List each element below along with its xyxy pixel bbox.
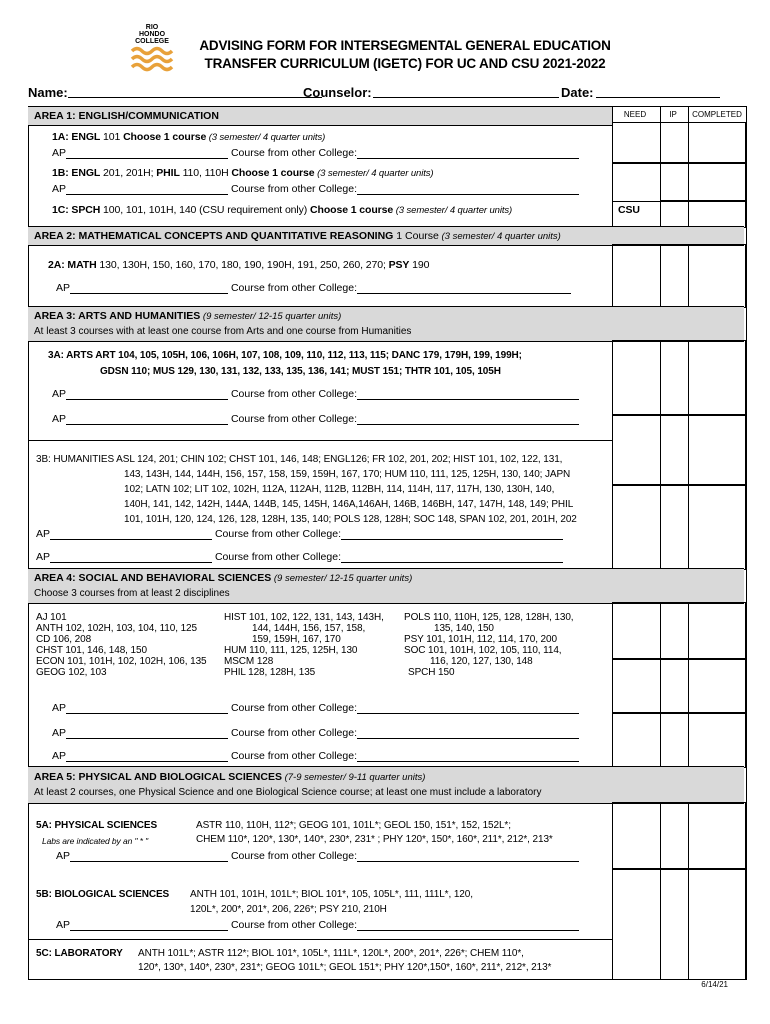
area4-course: SOC 101, 101H, 102, 105, 110, 114, xyxy=(404,645,562,656)
area4-course: 116, 120, 127, 130, 148 xyxy=(430,656,533,667)
completed-checkbox[interactable] xyxy=(688,802,746,870)
completed-checkbox[interactable] xyxy=(688,122,746,164)
area2a-line: 2A: MATH 130, 130H, 150, 160, 170, 180, 190, 190H, 191, 250, 260, 270; PSY 190 xyxy=(48,259,430,271)
area4-course: AJ 101 xyxy=(36,612,67,623)
ip-checkbox[interactable] xyxy=(660,244,689,308)
ap-field[interactable] xyxy=(66,703,228,714)
area5b-line: ANTH 101, 101H, 101L*; BIOL 101*, 105, 105L*, 111, 111L*, 120, xyxy=(190,889,473,900)
logo-text: HONDO xyxy=(138,31,166,38)
area1a-line: 1A: ENGL 101 Choose 1 course (3 semester/ 4 quarter units) xyxy=(52,131,326,143)
other-college-field[interactable] xyxy=(357,728,579,739)
area5a-label: 5A: PHYSICAL SCIENCES xyxy=(36,820,158,831)
area3b-line: 101, 101H, 120, 124, 126, 128, 128H, 135, 140; POLS 128, 128H; SOC 148, SPAN 102, 201, 201H, 202 xyxy=(124,514,577,525)
area2-title: AREA 2: MATHEMATICAL CONCEPTS AND QUANTITATIVE REASONING 1 Course (3 semester/ 4 quarter units) xyxy=(34,230,561,242)
area4-title: AREA 4: SOCIAL AND BEHAVIORAL SCIENCES (9 semester/ 12-15 quarter units) xyxy=(34,572,413,584)
form-subtitle: TRANSFER CURRICULUM (IGETC) FOR UC AND CSU 2021-2022 xyxy=(204,56,606,71)
csu-badge: CSU xyxy=(618,204,640,216)
area1b-line: 1B: ENGL 201, 201H; PHIL 110, 110H Choose 1 course (3 semester/ 4 quarter units) xyxy=(52,167,434,179)
area4-course: MSCM 128 xyxy=(224,656,274,667)
ap-field[interactable] xyxy=(50,552,212,563)
completed-checkbox[interactable] xyxy=(688,658,746,714)
area4-col3 xyxy=(404,612,574,678)
ap-row: AP Course from other College: xyxy=(36,528,563,540)
ip-checkbox[interactable] xyxy=(660,340,689,416)
area4-course: HIST 101, 102, 122, 131, 143, 143H, xyxy=(224,612,384,623)
area4-col2 xyxy=(224,612,384,678)
divider xyxy=(28,939,612,940)
need-checkbox[interactable] xyxy=(612,658,661,714)
counselor-label: Counselor: xyxy=(303,85,372,100)
ap-field[interactable] xyxy=(66,751,228,762)
need-header: NEED xyxy=(623,110,647,119)
area5b-line: 120L*, 200*, 201*, 206, 226*; PSY 210, 210H xyxy=(190,904,387,915)
area4-course: GEOG 102, 103 xyxy=(36,667,107,678)
need-checkbox[interactable] xyxy=(612,122,661,164)
need-checkbox[interactable] xyxy=(612,712,661,768)
area3a-line: GDSN 110; MUS 129, 130, 131, 132, 133, 135, 136, 141; MUST 151; THTR 101, 105, 105H xyxy=(100,366,501,377)
area4-header xyxy=(28,568,744,604)
ap-field[interactable] xyxy=(50,529,212,540)
ap-row: AP Course from other College: xyxy=(52,147,579,159)
ap-row: AP Course from other College: xyxy=(56,919,579,931)
ap-row: AP Course from other College: xyxy=(52,702,579,714)
need-checkbox[interactable] xyxy=(612,868,661,980)
area5-header xyxy=(28,766,744,804)
ap-field[interactable] xyxy=(66,148,228,159)
area4-course: 135, 140, 150 xyxy=(434,623,494,634)
ap-field[interactable] xyxy=(66,184,228,195)
area3b-line: 140H, 141, 142, 142H, 144A, 144B, 145, 145H, 146A,146AH, 146B, 146BH, 147, 147H, 148, 149; PHIL xyxy=(124,499,574,510)
ap-field[interactable] xyxy=(70,283,228,294)
logo-text: COLLEGE xyxy=(135,38,169,45)
ip-checkbox[interactable] xyxy=(660,484,689,570)
other-college-field[interactable] xyxy=(357,851,579,862)
ip-checkbox[interactable] xyxy=(660,414,689,486)
date-label: Date: xyxy=(561,85,594,100)
area4-course: SPCH 150 xyxy=(408,667,455,678)
completed-header: COMPLETED xyxy=(692,110,742,119)
area4-course: PSY 101, 101H, 112, 114, 170, 200 xyxy=(404,634,557,645)
ap-row: AP Course from other College: xyxy=(52,727,579,739)
ap-field[interactable] xyxy=(66,728,228,739)
ap-row: AP Course from other College: xyxy=(52,183,579,195)
area5a-line: ASTR 110, 110H, 112*; GEOG 101, 101L*; GEOL 150, 151*, 152, 152L*; xyxy=(196,820,511,831)
counselor-field[interactable] xyxy=(373,85,559,98)
area5-subtitle: At least 2 courses, one Physical Science and one Biological Science course; at least one must include a laboratory xyxy=(34,787,542,798)
area3-title: AREA 3: ARTS AND HUMANITIES (9 semester/ 12-15 quarter units) xyxy=(34,310,342,322)
area4-course: 159, 159H, 167, 170 xyxy=(252,634,341,645)
area5b-label: 5B: BIOLOGICAL SCIENCES xyxy=(36,889,170,900)
logo-text: RIO xyxy=(145,24,159,31)
ip-checkbox[interactable] xyxy=(660,868,689,980)
need-checkbox[interactable] xyxy=(612,244,661,308)
other-college-field[interactable] xyxy=(357,920,579,931)
need-checkbox[interactable] xyxy=(612,802,661,870)
ip-header: IP xyxy=(669,110,677,119)
ip-checkbox[interactable] xyxy=(660,602,689,660)
ip-checkbox[interactable] xyxy=(660,162,689,202)
area3b-line: 102; LATN 102; LIT 102, 102H, 112A, 112AH, 112B, 112BH, 114, 114H, 117, 117H, 130, 130H, 140, xyxy=(124,484,555,495)
area4-col1 xyxy=(36,612,207,678)
completed-checkbox[interactable] xyxy=(688,712,746,768)
area4-course: PHIL 128, 128H, 135 xyxy=(224,667,316,678)
area3a-line: 3A: ARTS ART 104, 105, 105H, 106, 106H, 107, 108, 109, 110, 112, 113, 115; DANC 179, 179H, 199, 199H; xyxy=(48,350,522,361)
ap-row: AP Course from other College: xyxy=(56,850,579,862)
other-college-field[interactable] xyxy=(341,552,563,563)
area3b-line: 3B: HUMANITIES ASL 124, 201; CHIN 102; CHST 101, 146, 148; ENGL126; FR 102, 201, 202; HIST 101, 102, 122, 131, xyxy=(36,454,563,465)
area3b-line: 143, 143H, 144, 144H, 156, 157, 158, 159, 159H, 167, 170; HUM 110, 111, 125, 125H, 130, 140; JAPN xyxy=(124,469,571,480)
area2-header xyxy=(28,226,744,246)
ip-checkbox[interactable] xyxy=(660,802,689,870)
area4-course: CD 106, 208 xyxy=(36,634,92,645)
area5a-line: CHEM 110*, 120*, 130*, 140*, 230*, 231* ; PHY 120*, 150*, 160*, 211*, 212*, 213* xyxy=(196,834,553,845)
area5c-label: 5C: LABORATORY xyxy=(36,948,123,959)
completed-checkbox[interactable] xyxy=(688,414,746,486)
completed-checkbox[interactable] xyxy=(688,200,746,228)
divider xyxy=(28,440,612,441)
area1-header xyxy=(28,106,612,126)
area4-course: 144, 144H, 156, 157, 158, xyxy=(252,623,366,634)
ap-row: AP Course from other College: xyxy=(36,551,563,563)
area4-course: CHST 101, 146, 148, 150 xyxy=(36,645,147,656)
ap-field[interactable] xyxy=(70,920,228,931)
other-college-field[interactable] xyxy=(357,703,579,714)
date-field[interactable] xyxy=(596,85,720,98)
name-field[interactable] xyxy=(68,85,322,98)
ip-checkbox[interactable] xyxy=(660,200,689,228)
name-label: Name: xyxy=(28,85,68,100)
area1c-line: 1C: SPCH 100, 101, 101H, 140 (CSU requirement only) Choose 1 course (3 semester/ 4 quarter units) xyxy=(52,204,513,216)
revision-date: 6/14/21 xyxy=(701,980,728,989)
other-college-field[interactable] xyxy=(357,283,571,294)
form-title: ADVISING FORM FOR INTERSEGMENTAL GENERAL EDUCATION xyxy=(199,38,611,53)
area4-course: POLS 110, 110H, 125, 128, 128H, 130, xyxy=(404,612,574,623)
ap-field[interactable] xyxy=(66,389,228,400)
ap-row: AP Course from other College: xyxy=(52,413,579,425)
area3-subtitle: At least 3 courses with at least one course from Arts and one course from Humanities xyxy=(34,326,412,337)
need-checkbox[interactable] xyxy=(612,414,661,486)
need-checkbox[interactable] xyxy=(612,484,661,570)
ip-checkbox[interactable] xyxy=(660,658,689,714)
ap-field[interactable] xyxy=(70,851,228,862)
other-college-field[interactable] xyxy=(357,148,579,159)
completed-checkbox[interactable] xyxy=(688,340,746,416)
completed-checkbox[interactable] xyxy=(688,162,746,202)
completed-checkbox[interactable] xyxy=(688,244,746,308)
ap-row: AP Course from other College: xyxy=(52,750,579,762)
area3-header xyxy=(28,306,744,342)
area5-title: AREA 5: PHYSICAL AND BIOLOGICAL SCIENCES (7-9 semester/ 9-11 quarter units) xyxy=(34,771,426,783)
need-checkbox[interactable] xyxy=(612,602,661,660)
area5c-line: 120*, 130*, 140*, 230*, 231*; GEOG 101L*; GEOL 151*; PHY 120*,150*, 160*, 211*, 212*, 213* xyxy=(138,962,552,973)
ap-row: AP Course from other College: xyxy=(52,388,579,400)
ap-field[interactable] xyxy=(66,414,228,425)
area4-subtitle: Choose 3 courses from at least 2 disciplines xyxy=(34,588,230,599)
area4-course: ANTH 102, 102H, 103, 104, 110, 125 xyxy=(36,623,197,634)
ip-checkbox[interactable] xyxy=(660,712,689,768)
labs-note: Labs are indicated by an " * " xyxy=(42,836,149,846)
other-college-field[interactable] xyxy=(357,414,579,425)
need-checkbox[interactable] xyxy=(612,340,661,416)
ap-row: AP Course from other College: xyxy=(56,282,571,294)
need-checkbox[interactable] xyxy=(612,162,661,202)
other-college-field[interactable] xyxy=(341,529,563,540)
area4-course: HUM 110, 111, 125, 125H, 130 xyxy=(224,645,358,656)
area4-course: ECON 101, 101H, 102, 102H, 106, 135 xyxy=(36,656,207,667)
completed-checkbox[interactable] xyxy=(688,484,746,570)
other-college-field[interactable] xyxy=(357,389,579,400)
completed-checkbox[interactable] xyxy=(688,602,746,660)
other-college-field[interactable] xyxy=(357,184,579,195)
area1-title: AREA 1: ENGLISH/COMMUNICATION xyxy=(34,110,219,122)
other-college-field[interactable] xyxy=(357,751,579,762)
ip-checkbox[interactable] xyxy=(660,122,689,164)
completed-checkbox[interactable] xyxy=(688,868,746,980)
area5c-line: ANTH 101L*; ASTR 112*; BIOL 101*, 105L*, 111L*, 120L*, 200*, 201*, 226*; CHEM 110*, xyxy=(138,948,524,959)
